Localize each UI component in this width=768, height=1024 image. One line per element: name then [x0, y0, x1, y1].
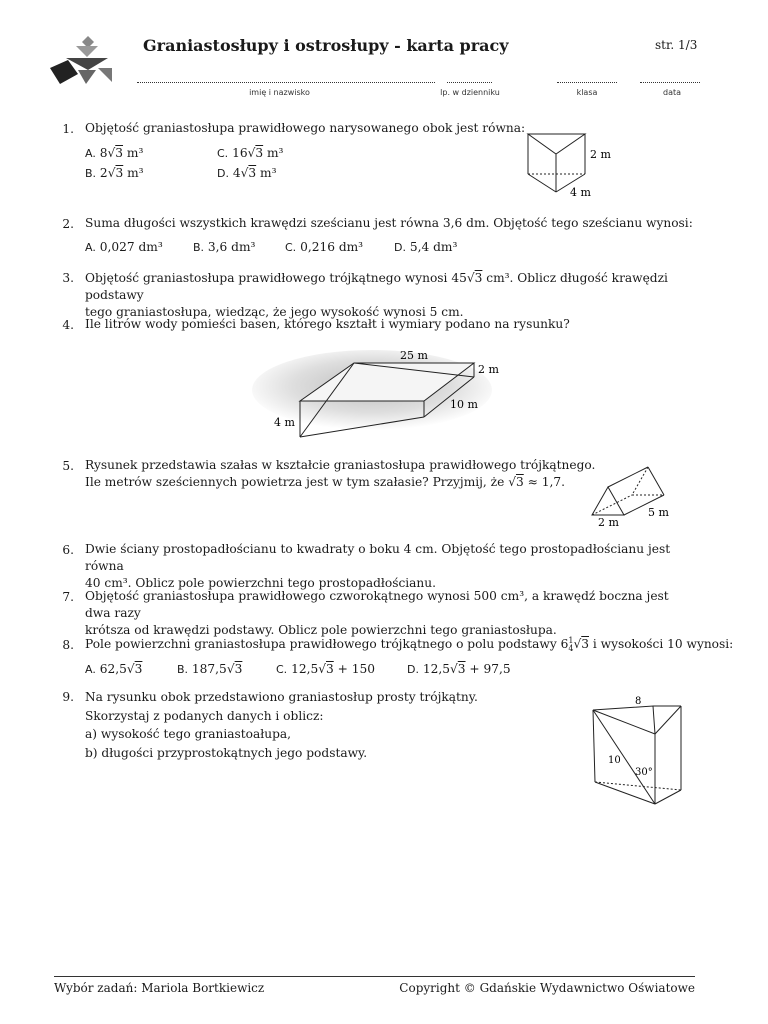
- question-number: 2.: [62, 217, 74, 231]
- class-field-line[interactable]: [557, 72, 617, 83]
- answer-option: D. 4√3 m³: [217, 166, 277, 180]
- question-number: 5.: [62, 459, 74, 473]
- prism-diagonal-label: 10: [608, 755, 621, 766]
- question-number: 3.: [62, 271, 74, 285]
- prism-height-label: 2 m: [590, 148, 611, 161]
- answer-option: B. 187,5√3: [177, 662, 243, 676]
- page-title: Graniastosłupy i ostrosłupy - karta pracy: [143, 36, 509, 55]
- question-2-text: Suma długości wszystkich krawędzi sześcianu jest równa 3,6 dm. Objętość tego sześcianu wynosi:: [85, 216, 693, 230]
- pool-width-label: 10 m: [450, 398, 478, 411]
- pool-shallow-label: 2 m: [478, 363, 499, 376]
- pool-deep-label: 4 m: [274, 416, 295, 429]
- page-number: str. 1/3: [655, 38, 698, 52]
- answer-option: D. 5,4 dm³: [394, 240, 458, 254]
- tent-side-label: 2 m: [598, 516, 619, 529]
- question-number: 4.: [62, 318, 74, 332]
- question-number: 7.: [62, 590, 74, 604]
- answer-option: C. 0,216 dm³: [285, 240, 364, 254]
- question-9-text: Na rysunku obok przedstawiono graniastosłup prosty trójkątny. Skorzystaj z podanych danych i oblicz: a) wysokość tego graniastoałupa, b) długości przyprostokątnych jego podstawy.: [85, 690, 478, 760]
- register-number-label: lp. w dzienniku: [440, 88, 500, 97]
- prism-top-edge-label: 8: [635, 696, 642, 707]
- answer-option: B. 3,6 dm³: [193, 240, 256, 254]
- tent-length-label: 5 m: [648, 506, 669, 519]
- prism-angle-label: 30°: [635, 767, 653, 778]
- publisher-logo: [48, 34, 114, 88]
- answer-option: A. 62,5√3: [85, 662, 143, 676]
- tent-figure: [588, 463, 680, 529]
- prism-base-label: 4 m: [570, 186, 591, 199]
- question-8-text: Pole powierzchni graniastosłupa prawidłowego trójkątnego o polu podstawy 61 4√3 i wysokości 10 wynosi:: [85, 635, 734, 653]
- answer-option: A. 8√3 m³: [85, 146, 144, 160]
- date-label: data: [662, 88, 682, 97]
- answer-option: D. 12,5√3 + 97,5: [407, 662, 511, 676]
- triangular-prism-figure: [520, 128, 620, 200]
- question-3-text: Objętość graniastosłupa prawidłowego trójkątnego wynosi 45√3 cm³. Oblicz długość krawędzi podstawy tego graniastosłupa, wiedząc, że jego wysokość wynosi 5 cm.: [85, 271, 668, 319]
- question-number: 1.: [62, 122, 74, 136]
- pool-figure: [252, 345, 512, 445]
- answer-option: A. 0,027 dm³: [85, 240, 163, 254]
- date-field-line[interactable]: [640, 72, 700, 83]
- class-label: klasa: [576, 88, 598, 97]
- question-7-text: Objętość graniastosłupa prawidłowego czworokątnego wynosi 500 cm³, a krawędź boczna jest dwa razy krótsza od krawędzi podstawy. Oblicz pole powierzchni tego graniastosłupa.: [85, 589, 669, 637]
- footer-divider: [54, 976, 695, 977]
- question-number: 6.: [62, 543, 74, 557]
- answer-option: C. 12,5√3 + 150: [276, 662, 375, 676]
- question-6-text: Dwie ściany prostopadłościanu to kwadraty o boku 4 cm. Objętość tego prostopadłościanu jest równa 40 cm³. Oblicz pole powierzchni tego prostopadłościanu.: [85, 542, 671, 590]
- footer-author: Wybór zadań: Mariola Bortkiewicz: [54, 981, 265, 995]
- footer-copyright: Copyright © Gdańskie Wydawnictwo Oświatowe: [399, 981, 695, 995]
- name-field-label: imię i nazwisko: [249, 88, 310, 97]
- answer-option: B. 2√3 m³: [85, 166, 144, 180]
- question-1-text: Objętość graniastosłupa prawidłowego narysowanego obok jest równa:: [85, 121, 526, 135]
- answer-option: C. 16√3 m³: [217, 146, 284, 160]
- question-number: 9.: [62, 690, 74, 704]
- name-field-line[interactable]: [137, 72, 435, 83]
- register-number-field-line[interactable]: [447, 72, 492, 83]
- pool-length-label: 25 m: [400, 349, 428, 362]
- question-5-text: Rysunek przedstawia szałas w kształcie graniastosłupa prawidłowego trójkątnego. Ile metrów sześciennych powietrza jest w tym szałasie? Przyjmij, że √3 ≈ 1,7.: [85, 458, 596, 489]
- question-4-text: Ile litrów wody pomieści basen, którego kształt i wymiary podano na rysunku?: [85, 317, 570, 331]
- question-number: 8.: [62, 638, 74, 652]
- right-prism-figure: [585, 692, 689, 808]
